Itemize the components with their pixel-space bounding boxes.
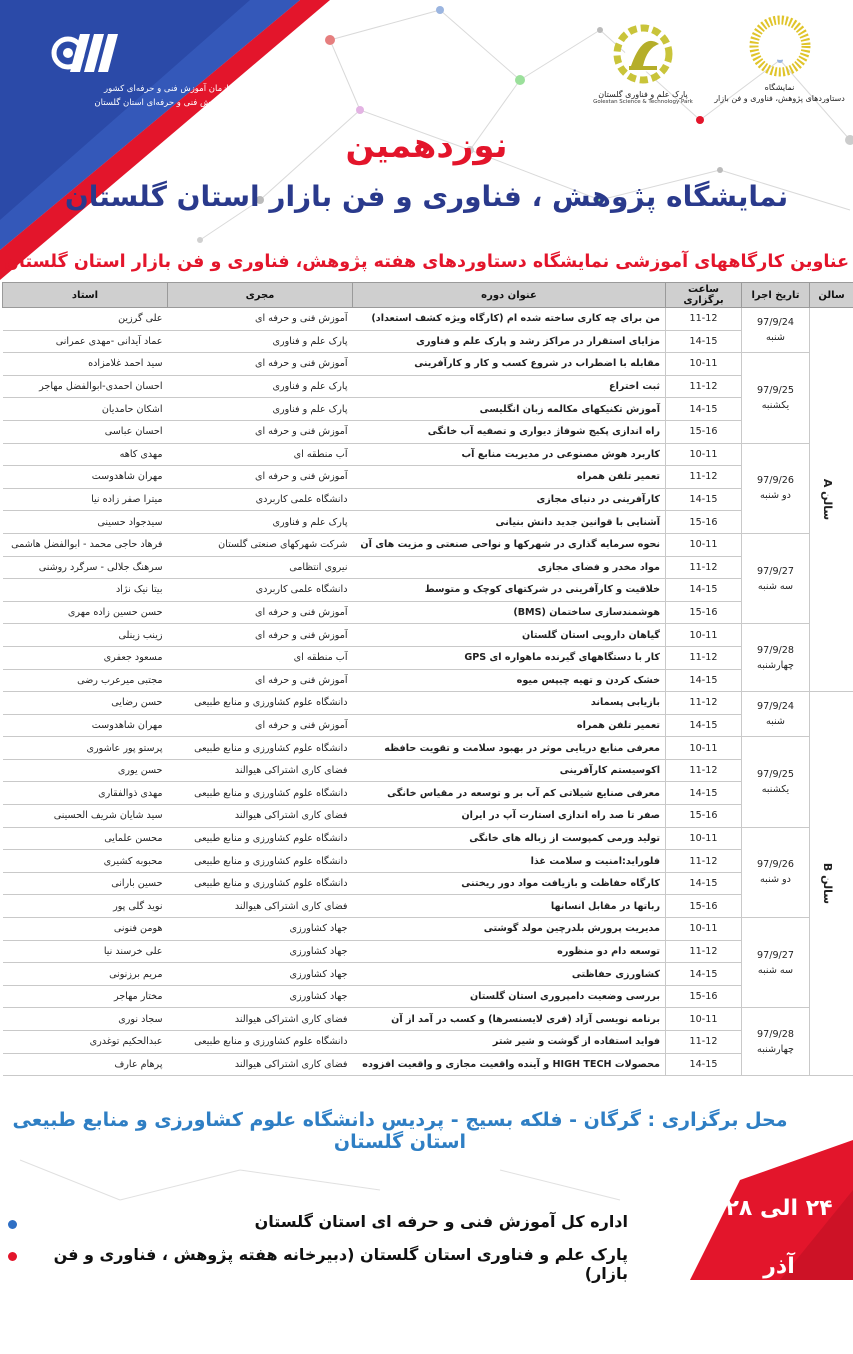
time-cell: 14-15 xyxy=(666,398,742,421)
weekday-value: شنبه xyxy=(747,714,804,729)
teacher-cell: سید شایان شریف الحسینی xyxy=(3,805,168,828)
header-date: تاریخ اجرا xyxy=(742,283,810,308)
table-header-row xyxy=(3,283,853,308)
title-cell: رباتها در مقابل انسانها xyxy=(353,895,666,918)
table-row xyxy=(3,601,853,624)
date-cell xyxy=(742,443,810,533)
table-row xyxy=(3,533,853,556)
time-cell: 14-15 xyxy=(666,782,742,805)
table-row xyxy=(3,511,853,534)
title-cell: اکوسیستم کارآفرینی xyxy=(353,759,666,782)
teacher-cell: احسان احمدی-ابوالفضل مهاجر xyxy=(3,375,168,398)
table-body xyxy=(3,308,853,1076)
weekday-value: شنبه xyxy=(747,330,804,345)
exec-cell: دانشگاه علمی کاربردی xyxy=(168,579,353,602)
table-row xyxy=(3,330,853,353)
exhibition-logo xyxy=(712,14,847,114)
exec-cell: فضای کاری اشتراکی هیوالند xyxy=(168,805,353,828)
title-cell: معرفی منابع دریایی موثر در بهبود سلامت و تقویت حافظه xyxy=(353,737,666,760)
workshop-schedule-table xyxy=(2,282,853,1076)
exhibition-logo-line-2: دستاوردهای پژوهش، فناوری و فن بازار xyxy=(712,93,847,104)
table-row xyxy=(3,872,853,895)
time-cell: 11-12 xyxy=(666,759,742,782)
time-cell: 10-11 xyxy=(666,443,742,466)
table-row xyxy=(3,579,853,602)
time-cell: 14-15 xyxy=(666,488,742,511)
teacher-cell: بیتا نیک نژاد xyxy=(3,579,168,602)
exec-cell: آموزش فنی و حرفه ای xyxy=(168,353,353,376)
table-row xyxy=(3,308,853,331)
tvto-emblem-icon xyxy=(50,26,122,80)
exec-cell: پارک علم و فناوری xyxy=(168,398,353,421)
date-cell xyxy=(742,692,810,737)
time-cell: 11-12 xyxy=(666,940,742,963)
title-cell: کارگاه حفاظت و بازیافت مواد دور ریختنی xyxy=(353,872,666,895)
page-subtitle: عناوین کارگاههای آموزشی نمایشگاه دستاوردهای هفته پژوهش، فناوری و فن بازار استان گلستان xyxy=(0,252,853,272)
exec-cell: آموزش فنی و حرفه ای xyxy=(168,601,353,624)
header-hall: سالن xyxy=(810,283,853,308)
time-cell: 10-11 xyxy=(666,827,742,850)
title-cell: من برای چه کاری ساخته شده ام (کارگاه ویژه کشف استعداد) xyxy=(353,308,666,331)
table-row xyxy=(3,443,853,466)
exec-cell: نیروی انتظامی xyxy=(168,556,353,579)
date-value: 97/9/27 xyxy=(747,564,804,579)
time-cell: 15-16 xyxy=(666,511,742,534)
organizer-2: پارک علم و فناوری استان گلستان (دبیرخانه هفته پژوهش ، فناوری و فن بازار) xyxy=(8,1245,628,1283)
event-date-range: ۲۴ الی ۲۸ آذر xyxy=(719,1180,839,1296)
teacher-cell: فرهاد حاجی محمد - ابوالفضل هاشمی xyxy=(3,533,168,556)
exec-cell: آب منطقه ای xyxy=(168,443,353,466)
weekday-value: یکشنبه xyxy=(747,398,804,413)
exec-cell: دانشگاه علوم کشاورزی و منابع طبیعی xyxy=(168,872,353,895)
table-row xyxy=(3,398,853,421)
exec-cell: جهاد کشاورزی xyxy=(168,963,353,986)
teacher-cell: حسین بارانی xyxy=(3,872,168,895)
date-cell xyxy=(742,1008,810,1076)
table-row xyxy=(3,895,853,918)
time-cell: 15-16 xyxy=(666,601,742,624)
exec-cell: دانشگاه علوم کشاورزی و منابع طبیعی xyxy=(168,737,353,760)
title-cell: خلاقیت و کارآفرینی در شرکتهای کوچک و متوسط xyxy=(353,579,666,602)
title-cell: آشنایی با قوانین جدید دانش بنیانی xyxy=(353,511,666,534)
weekday-value: سه شنبه xyxy=(747,579,804,594)
hall-cell xyxy=(810,692,853,1076)
exec-cell: جهاد کشاورزی xyxy=(168,985,353,1008)
table-row xyxy=(3,669,853,692)
title-cell: نحوه سرمایه گذاری در شهرکها و نواحی صنعتی و مزیت های آن xyxy=(353,533,666,556)
exec-cell: آموزش فنی و حرفه ای xyxy=(168,420,353,443)
exec-cell: آموزش فنی و حرفه ای xyxy=(168,308,353,331)
teacher-cell: پرستو پور عاشوری xyxy=(3,737,168,760)
time-cell: 11-12 xyxy=(666,692,742,715)
table-row xyxy=(3,624,853,647)
date-cell xyxy=(742,624,810,692)
table-row xyxy=(3,940,853,963)
title-cell: تعمیر تلفن همراه xyxy=(353,714,666,737)
venue-text: محل برگزاری : گرگان - فلکه بسیج - پردیس دانشگاه علوم کشاورزی و منابع طبیعی استان گلستان xyxy=(0,1109,800,1153)
teacher-cell: سرهنگ جلالی - سرگرد روشنی xyxy=(3,556,168,579)
weekday-value: چهارشنبه xyxy=(747,1042,804,1057)
table-row xyxy=(3,918,853,941)
exec-cell: دانشگاه علمی کاربردی xyxy=(168,488,353,511)
teacher-cell: مجتبی میرعرب رضی xyxy=(3,669,168,692)
page-title: نمایشگاه پژوهش ، فناوری و فن بازار استان گلستان xyxy=(0,180,853,213)
hall-label: سالن A xyxy=(821,479,834,520)
hall-label: سالن B xyxy=(821,863,834,904)
time-cell: 15-16 xyxy=(666,985,742,1008)
gear-leaf-icon xyxy=(603,22,683,84)
time-cell: 11-12 xyxy=(666,375,742,398)
table-row xyxy=(3,714,853,737)
park-name: پارک علم و فناوری گلستان xyxy=(588,90,698,99)
teacher-cell: محسن علمایی xyxy=(3,827,168,850)
exec-cell: فضای کاری اشتراکی هیوالند xyxy=(168,1053,353,1076)
weekday-value: چهارشنبه xyxy=(747,658,804,673)
title-cell: کاربرد هوش مصنوعی در مدیریت منابع آب xyxy=(353,443,666,466)
teacher-cell: سجاد نوری xyxy=(3,1008,168,1031)
exec-cell: شرکت شهرکهای صنعتی گلستان xyxy=(168,533,353,556)
exec-cell: فضای کاری اشتراکی هیوالند xyxy=(168,759,353,782)
date-value: 97/9/24 xyxy=(747,699,804,714)
hall-cell xyxy=(810,308,853,692)
date-cell xyxy=(742,353,810,443)
title-cell: کشاورزی حفاظتی xyxy=(353,963,666,986)
time-cell: 14-15 xyxy=(666,872,742,895)
organizer-1: اداره کل آموزش فنی و حرفه ای استان گلستان xyxy=(8,1212,628,1231)
teacher-cell: حسن یوری xyxy=(3,759,168,782)
title-cell: توسعه دام دو منظوره xyxy=(353,940,666,963)
organizer-1-dot-icon xyxy=(8,1220,17,1229)
teacher-cell: میترا صفر زاده نیا xyxy=(3,488,168,511)
time-cell: 11-12 xyxy=(666,850,742,873)
time-cell: 14-15 xyxy=(666,1053,742,1076)
date-value: 97/9/27 xyxy=(747,948,804,963)
teacher-cell: مختار مهاجر xyxy=(3,985,168,1008)
title-cell: تعمیر تلفن همراه xyxy=(353,466,666,489)
exec-cell: دانشگاه علوم کشاورزی و منابع طبیعی xyxy=(168,827,353,850)
teacher-cell: مهران شاهدوست xyxy=(3,466,168,489)
exec-cell: دانشگاه علوم کشاورزی و منابع طبیعی xyxy=(168,1031,353,1054)
title-cell: راه اندازی پکیج شوفاژ دیواری و تصفیه آب خانگی xyxy=(353,420,666,443)
exec-cell: آب منطقه ای xyxy=(168,646,353,669)
teacher-cell: احسان عباسی xyxy=(3,420,168,443)
title-cell: خشک کردن و تهیه چیپس میوه xyxy=(353,669,666,692)
exec-cell: دانشگاه علوم کشاورزی و منابع طبیعی xyxy=(168,692,353,715)
time-cell: 14-15 xyxy=(666,669,742,692)
weekday-value: یکشنبه xyxy=(747,782,804,797)
table-row xyxy=(3,353,853,376)
header-executor: مجری xyxy=(168,283,353,308)
title-cell: مزایای استقرار در مراکز رشد و پارک علم و فناوری xyxy=(353,330,666,353)
weekday-value: دو شنبه xyxy=(747,872,804,887)
exec-cell: پارک علم و فناوری xyxy=(168,375,353,398)
teacher-cell: سیدجواد حسینی xyxy=(3,511,168,534)
title-cell: بررسی وضعیت دامپروری استان گلستان xyxy=(353,985,666,1008)
teacher-cell: مهدی ذوالفقاری xyxy=(3,782,168,805)
date-value: 97/9/26 xyxy=(747,473,804,488)
park-name-en: Golestan Science & Technology Park xyxy=(588,99,698,105)
event-year: ۱۳۹۷ xyxy=(719,1296,839,1354)
event-dates xyxy=(719,1180,839,1354)
table-row xyxy=(3,850,853,873)
time-cell: 14-15 xyxy=(666,330,742,353)
edition-title: نوزدهمین xyxy=(0,126,853,166)
exec-cell: آموزش فنی و حرفه ای xyxy=(168,669,353,692)
exec-cell: فضای کاری اشتراکی هیوالند xyxy=(168,895,353,918)
time-cell: 15-16 xyxy=(666,420,742,443)
title-cell: مواد مخدر و فضای مجازی xyxy=(353,556,666,579)
science-park-logo xyxy=(588,22,698,117)
date-value: 97/9/25 xyxy=(747,767,804,782)
title-cell: هوشمندسازی ساختمان (BMS) xyxy=(353,601,666,624)
weekday-value: سه شنبه xyxy=(747,963,804,978)
exhibition-logo-line-1: نمایشگاه xyxy=(712,82,847,93)
header-time: ساعت برگزاری xyxy=(666,283,742,308)
time-cell: 14-15 xyxy=(666,963,742,986)
table-row xyxy=(3,420,853,443)
teacher-cell: نوید گلی پور xyxy=(3,895,168,918)
title-cell: فلوراید:امنیت و سلامت غذا xyxy=(353,850,666,873)
time-cell: 14-15 xyxy=(666,579,742,602)
header-teacher: استاد xyxy=(3,283,168,308)
time-cell: 10-11 xyxy=(666,533,742,556)
exec-cell: جهاد کشاورزی xyxy=(168,940,353,963)
table-row xyxy=(3,646,853,669)
tvto-line-1: سازمان آموزش فنی و حرفه‌ای کشور xyxy=(50,84,290,94)
title-cell: برنامه نویسی آزاد (فری لایسنسرها) و کسب در آمد از آن xyxy=(353,1008,666,1031)
table-row xyxy=(3,556,853,579)
date-cell xyxy=(742,918,810,1008)
table-row xyxy=(3,782,853,805)
teacher-cell: حسن حسین زاده مهری xyxy=(3,601,168,624)
date-value: 97/9/25 xyxy=(747,383,804,398)
table-row xyxy=(3,1053,853,1076)
title-cell: مدیریت پرورش بلدرچین مولد گوشتی xyxy=(353,918,666,941)
teacher-cell: مهران شاهدوست xyxy=(3,714,168,737)
tvto-logo xyxy=(40,14,290,124)
date-value: 97/9/28 xyxy=(747,643,804,658)
teacher-cell: هومن فنونی xyxy=(3,918,168,941)
time-cell: 10-11 xyxy=(666,737,742,760)
teacher-cell: مریم برزنونی xyxy=(3,963,168,986)
date-cell xyxy=(742,737,810,827)
time-cell: 10-11 xyxy=(666,624,742,647)
teacher-cell: عبدالحکیم توغدری xyxy=(3,1031,168,1054)
time-cell: 11-12 xyxy=(666,556,742,579)
date-cell xyxy=(742,827,810,917)
teacher-cell: اشکان حامدیان xyxy=(3,398,168,421)
table-row xyxy=(3,488,853,511)
exec-cell: آموزش فنی و حرفه ای xyxy=(168,624,353,647)
time-cell: 11-12 xyxy=(666,1031,742,1054)
exec-cell: پارک علم و فناوری xyxy=(168,511,353,534)
organizer-2-dot-icon xyxy=(8,1252,17,1261)
exec-cell: دانشگاه علوم کشاورزی و منابع طبیعی xyxy=(168,782,353,805)
title-cell: کارآفرینی در دنیای مجازی xyxy=(353,488,666,511)
date-value: 97/9/26 xyxy=(747,857,804,872)
time-cell: 10-11 xyxy=(666,918,742,941)
teacher-cell: مهدی کاهه xyxy=(3,443,168,466)
table-row xyxy=(3,737,853,760)
date-cell xyxy=(742,533,810,623)
date-cell xyxy=(742,308,810,353)
date-value: 97/9/28 xyxy=(747,1027,804,1042)
title-cell: آموزش تکنیکهای مکالمه زبان انگلیسی xyxy=(353,398,666,421)
teacher-cell: حسن رضایی xyxy=(3,692,168,715)
exec-cell: فضای کاری اشتراکی هیوالند xyxy=(168,1008,353,1031)
exec-cell: پارک علم و فناوری xyxy=(168,330,353,353)
weekday-value: دو شنبه xyxy=(747,488,804,503)
time-cell: 15-16 xyxy=(666,805,742,828)
table-row xyxy=(3,827,853,850)
table-row xyxy=(3,375,853,398)
title-cell: گیاهان دارویی استان گلستان xyxy=(353,624,666,647)
time-cell: 11-12 xyxy=(666,308,742,331)
sun-emblem-icon xyxy=(746,14,814,78)
table-row xyxy=(3,1031,853,1054)
exec-cell: آموزش فنی و حرفه ای xyxy=(168,466,353,489)
time-cell: 14-15 xyxy=(666,714,742,737)
header-title: عنوان دوره xyxy=(353,283,666,308)
teacher-cell: پرهام عارف xyxy=(3,1053,168,1076)
title-cell: معرفی صنایع شیلاتی کم آب بر و توسعه در مقیاس خانگی xyxy=(353,782,666,805)
time-cell: 15-16 xyxy=(666,895,742,918)
exec-cell: آموزش فنی و حرفه ای xyxy=(168,714,353,737)
time-cell: 11-12 xyxy=(666,466,742,489)
date-value: 97/9/24 xyxy=(747,315,804,330)
title-cell: کار با دستگاههای گیرنده ماهواره ای GPS xyxy=(353,646,666,669)
title-cell: ثبت اختراع xyxy=(353,375,666,398)
tvto-line-2: اداره آموزش فنی و حرفه‌ای استان گلستان xyxy=(50,98,290,108)
title-cell: مقابله با اضطراب در شروع کسب و کار و کارآفرینی xyxy=(353,353,666,376)
teacher-cell: علی خرسند نیا xyxy=(3,940,168,963)
teacher-cell: محبوبه کشیری xyxy=(3,850,168,873)
exec-cell: جهاد کشاورزی xyxy=(168,918,353,941)
table-row xyxy=(3,759,853,782)
time-cell: 10-11 xyxy=(666,353,742,376)
teacher-cell: عماد آیدانی -مهدی عمرانی xyxy=(3,330,168,353)
title-cell: محصولات HIGH TECH و آینده واقعیت مجازی و واقعیت افزوده xyxy=(353,1053,666,1076)
table-row xyxy=(3,963,853,986)
table-row xyxy=(3,692,853,715)
teacher-cell: علی گرزین xyxy=(3,308,168,331)
time-cell: 11-12 xyxy=(666,646,742,669)
table-row xyxy=(3,985,853,1008)
table-row xyxy=(3,1008,853,1031)
teacher-cell: زینب زینلی xyxy=(3,624,168,647)
teacher-cell: سید احمد غلامزاده xyxy=(3,353,168,376)
table-row xyxy=(3,466,853,489)
time-cell: 10-11 xyxy=(666,1008,742,1031)
title-cell: صفر تا صد راه اندازی استارت آپ در ایران xyxy=(353,805,666,828)
table-row xyxy=(3,805,853,828)
title-cell: بازیابی پسماند xyxy=(353,692,666,715)
exec-cell: دانشگاه علوم کشاورزی و منابع طبیعی xyxy=(168,850,353,873)
title-cell: تولید ورمی کمپوست از زباله های خانگی xyxy=(353,827,666,850)
title-cell: فواید استفاده از گوشت و شیر شتر xyxy=(353,1031,666,1054)
teacher-cell: مسعود جعفری xyxy=(3,646,168,669)
